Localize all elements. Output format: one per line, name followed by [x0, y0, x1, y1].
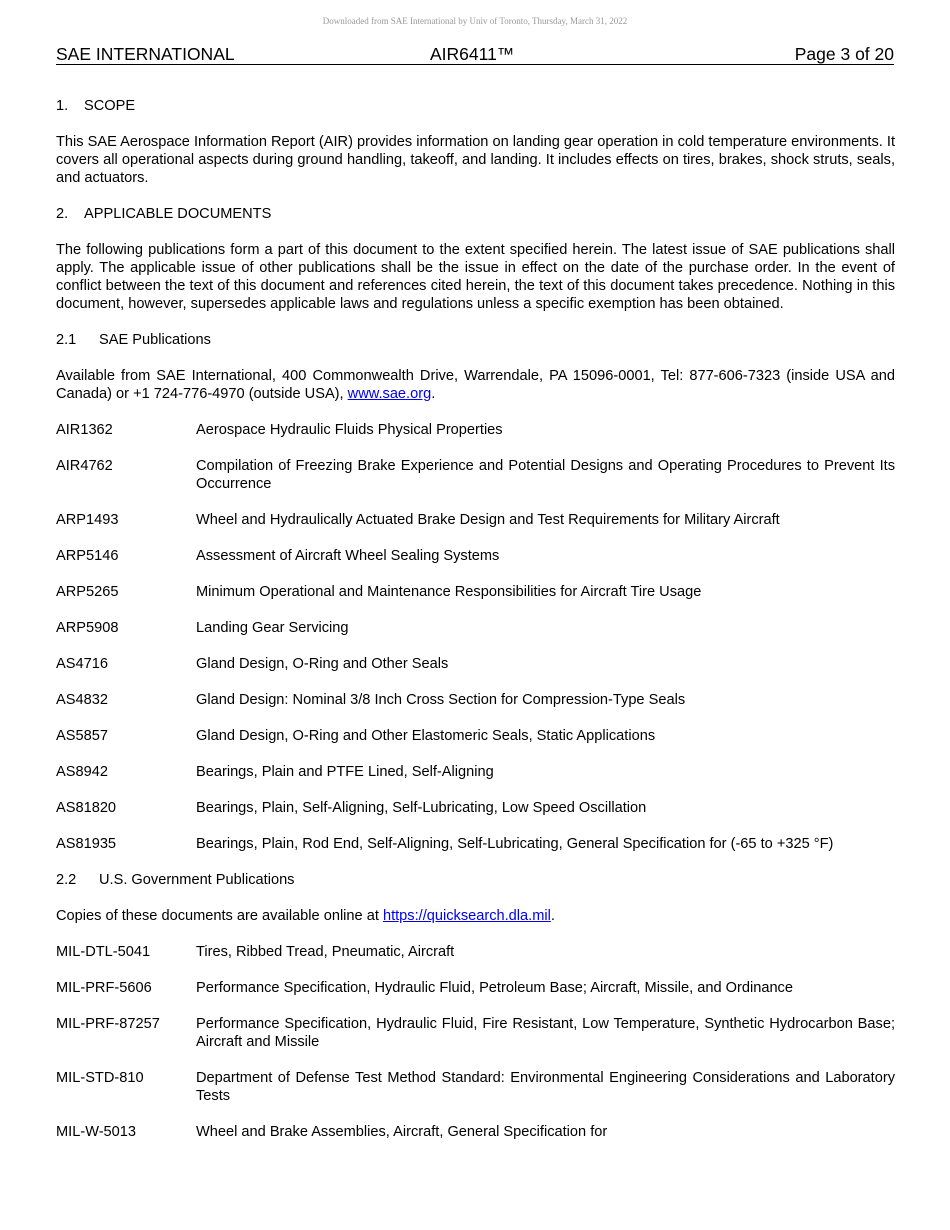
reference-row — [56, 655, 895, 673]
reference-title: Bearings, Plain, Self-Aligning, Self-Lubricating, Low Speed Oscillation — [196, 800, 647, 816]
reference-row — [56, 1069, 895, 1105]
reference-code: MIL-STD-810 — [56, 1070, 144, 1086]
section-title: APPLICABLE DOCUMENTS — [84, 206, 272, 222]
reference-code: ARP5265 — [56, 584, 119, 600]
reference-row — [56, 619, 895, 637]
reference-row — [56, 421, 895, 439]
reference-code: AS4832 — [56, 692, 108, 708]
reference-row — [56, 583, 895, 601]
sae-reference-list — [56, 421, 895, 853]
availability-text: Copies of these documents are available online at — [56, 908, 383, 924]
reference-code: AS5857 — [56, 728, 108, 744]
reference-title: Bearings, Plain and PTFE Lined, Self-Aligning — [196, 764, 494, 780]
reference-title: Wheel and Brake Assemblies, Aircraft, General Specification for — [196, 1124, 608, 1140]
document-body — [56, 97, 895, 1159]
reference-title: Minimum Operational and Maintenance Responsibilities for Aircraft Tire Usage — [196, 584, 702, 600]
reference-code: ARP1493 — [56, 512, 119, 528]
scope-paragraph: This SAE Aerospace Information Report (AIR) provides information on landing gear operation in cold temperature environments. It covers all operational aspects during ground handling, takeoff, and landing. It includes effects on tires, brakes, shock struts, seals, and actuators. — [56, 134, 895, 186]
subsection-number: 2.2 — [56, 872, 77, 888]
reference-code: AS81935 — [56, 836, 117, 852]
government-reference-list — [56, 943, 895, 1141]
subsection-title: SAE Publications — [99, 332, 211, 348]
reference-title: Performance Specification, Hydraulic Fluid, Fire Resistant, Low Temperature, Synthetic Hydrocarbon Base; Aircraft and Missile — [196, 1016, 895, 1050]
subsection-number: 2.1 — [56, 332, 77, 348]
reference-row — [56, 799, 895, 817]
reference-code: AIR4762 — [56, 458, 113, 474]
reference-title: Gland Design, O-Ring and Other Seals — [196, 656, 449, 672]
reference-title: Compilation of Freezing Brake Experience and Potential Designs and Operating Procedures to Prevent Its Occurrence — [196, 458, 895, 492]
reference-title: Gland Design, O-Ring and Other Elastomeric Seals, Static Applications — [196, 728, 656, 744]
reference-row — [56, 835, 895, 853]
subsection-title: U.S. Government Publications — [99, 872, 295, 888]
reference-code: MIL-PRF-5606 — [56, 980, 152, 996]
subsection-heading-us-government-publications — [56, 871, 895, 889]
reference-code: AS8942 — [56, 764, 108, 780]
reference-row — [56, 727, 895, 745]
reference-code: ARP5146 — [56, 548, 119, 564]
reference-code: AS4716 — [56, 656, 108, 672]
section-number: 1. — [56, 98, 69, 114]
quicksearch-link[interactable]: https://quicksearch.dla.mil — [382, 908, 551, 924]
section-number: 2. — [56, 206, 69, 222]
reference-row — [56, 943, 895, 961]
section-heading-applicable-documents — [56, 205, 895, 223]
government-availability-paragraph — [56, 907, 895, 925]
link-suffix: . — [550, 908, 555, 924]
header-doc-id: AIR6411™ — [430, 44, 515, 64]
reference-row — [56, 1123, 895, 1141]
reference-title: Assessment of Aircraft Wheel Sealing Systems — [196, 548, 500, 564]
reference-title: Tires, Ribbed Tread, Pneumatic, Aircraft — [196, 944, 455, 960]
reference-row — [56, 457, 895, 493]
sae-availability-paragraph — [56, 367, 895, 403]
reference-row — [56, 979, 895, 997]
reference-title: Bearings, Plain, Rod End, Self-Aligning, Self-Lubricating, General Specification for (-65 to +325 °F) — [196, 836, 834, 852]
reference-code: AS81820 — [56, 800, 117, 816]
page-header — [56, 44, 894, 65]
reference-title: Aerospace Hydraulic Fluids Physical Properties — [196, 422, 503, 438]
reference-code: MIL-W-5013 — [56, 1124, 137, 1140]
reference-row — [56, 691, 895, 709]
reference-code: MIL-DTL-5041 — [56, 944, 151, 960]
subsection-heading-sae-publications — [56, 331, 895, 349]
header-page-number: Page 3 of 20 — [794, 44, 894, 64]
reference-code: AIR1362 — [56, 422, 113, 438]
sae-website-link[interactable]: www.sae.org — [347, 386, 432, 402]
applicable-documents-paragraph: The following publications form a part of this document to the extent specified herein. The latest issue of SAE publications shall apply. The applicable issue of other publications shall be the issue in effect on the date of the purchase order. In the event of conflict between the text of this document and references cited herein, the text of this document takes precedence. Nothing in this document, however, supersedes applicable laws and regulations unless a specific exemption has been obtained. — [56, 242, 895, 312]
reference-row — [56, 547, 895, 565]
reference-title: Performance Specification, Hydraulic Fluid, Petroleum Base; Aircraft, Missile, and Ordinance — [196, 980, 793, 996]
reference-row — [56, 763, 895, 781]
availability-text: Available from SAE International, 400 Commonwealth Drive, Warrendale, PA 15096-0001, Tel: 877-606-7323 (inside USA and Canada) or +1 724-776-4970 (outside USA), — [56, 368, 895, 402]
section-heading-scope — [56, 97, 895, 115]
download-note: Downloaded from SAE International by Univ of Toronto, Thursday, March 31, 2022 — [322, 16, 628, 26]
section-title: SCOPE — [84, 98, 136, 114]
reference-row — [56, 1015, 895, 1051]
link-suffix: . — [431, 386, 436, 402]
reference-code: ARP5908 — [56, 620, 119, 636]
reference-title: Department of Defense Test Method Standard: Environmental Engineering Considerations and Laboratory Tests — [196, 1070, 895, 1104]
header-org: SAE INTERNATIONAL — [56, 44, 235, 64]
reference-title: Wheel and Hydraulically Actuated Brake Design and Test Requirements for Military Aircraft — [196, 512, 780, 528]
reference-title: Landing Gear Servicing — [196, 620, 349, 636]
reference-title: Gland Design: Nominal 3/8 Inch Cross Section for Compression-Type Seals — [196, 692, 686, 708]
reference-row — [56, 511, 895, 529]
reference-code: MIL-PRF-87257 — [56, 1016, 160, 1032]
